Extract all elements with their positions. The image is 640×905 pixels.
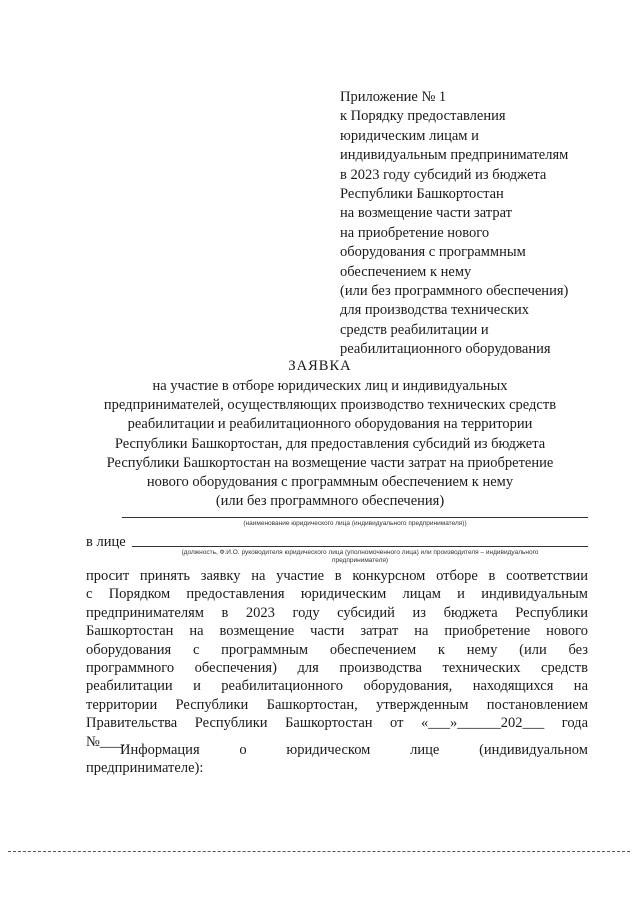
page-bottom-divider: [8, 851, 630, 852]
document-subtitle: [70, 377, 590, 511]
subtitle-line: реабилитации и реабилитационного оборудования на территории: [127, 416, 533, 433]
subtitle-line: предпринимателей, осуществляющих производство технических средств: [103, 397, 557, 414]
appendix-line: обеспечением к нему: [340, 263, 472, 280]
appendix-line: юридическим лицам и: [340, 127, 479, 144]
appendix-line: индивидуальным предпринимателям: [340, 147, 569, 164]
name-field-caption: (наименование юридического лица (индивидуального предпринимателя)): [243, 520, 467, 527]
appendix-line: Приложение № 1: [340, 89, 447, 105]
appendix-line: средств реабилитации и: [340, 321, 489, 338]
name-field-line[interactable]: [122, 517, 588, 518]
info-heading-line: предпринимателе):: [86, 760, 204, 777]
representative-field-line[interactable]: [132, 546, 588, 547]
paragraph-line: Башкортостан на возмещение части затрат на приобретение нового: [86, 623, 588, 640]
subtitle-line: Республики Башкортостан, для предоставления субсидий из бюджета: [114, 435, 546, 452]
request-paragraph: [86, 567, 588, 751]
paragraph-line: с Порядком предоставления юридическим лицам и индивидуальным: [86, 586, 588, 603]
appendix-line: Республики Башкортостан: [340, 186, 504, 203]
appendix-line: (или без программного обеспечения): [340, 283, 569, 300]
appendix-line: в 2023 году субсидий из бюджета: [340, 166, 547, 183]
representative-field-caption: (должность, Ф.И.О. руководителя юридического лица (уполномоченного лица) или производителя – индивидуального: [181, 549, 539, 556]
info-word: лице: [410, 742, 440, 758]
v-lice-label: в лице: [86, 534, 126, 550]
subtitle-line: на участие в отборе юридических лиц и индивидуальных: [152, 378, 508, 394]
info-word: юридическом: [286, 742, 371, 758]
document-title: ЗАЯВКА: [288, 358, 352, 374]
appendix-line: на приобретение нового: [340, 224, 490, 241]
info-word: Информация: [120, 742, 200, 758]
paragraph-line: №___.: [86, 733, 126, 750]
appendix-line: оборудования с программным: [340, 244, 526, 261]
appendix-line: для производства технических: [340, 302, 530, 319]
info-heading: [86, 741, 588, 778]
appendix-line: реабилитационного оборудования: [340, 341, 551, 358]
info-heading-line: [86, 741, 588, 759]
paragraph-line: оборудования с программным обеспечением к нему (или без: [86, 641, 588, 658]
paragraph-line: просит принять заявку на участие в конкурсном отборе в соответствии: [86, 568, 588, 584]
paragraph-line: программного обеспечения) для производства технических средств: [86, 660, 588, 677]
paragraph-line: предпринимателям в 2023 году субсидий из бюджета Республики: [86, 604, 588, 621]
paragraph-line: реабилитации и реабилитационного оборудования, находящихся на: [86, 678, 588, 695]
appendix-line: на возмещение части затрат: [340, 205, 512, 222]
representative-field-caption: предпринимателя): [331, 557, 389, 564]
info-word: о: [239, 742, 247, 758]
subtitle-line: Республики Башкортостан на возмещение части затрат на приобретение: [106, 454, 554, 471]
subtitle-line: нового оборудования с программным обеспечением к нему: [146, 474, 514, 491]
appendix-block: [340, 88, 630, 360]
info-word: (индивидуальном: [479, 742, 588, 758]
appendix-line: к Порядку предоставления: [340, 108, 506, 125]
paragraph-line: Правительства Республики Башкортостан от «___»______202___ года: [86, 715, 588, 732]
subtitle-line: (или без программного обеспечения): [215, 493, 445, 510]
paragraph-line: территории Республики Башкортостан, утвержденным постановлением: [86, 696, 588, 713]
